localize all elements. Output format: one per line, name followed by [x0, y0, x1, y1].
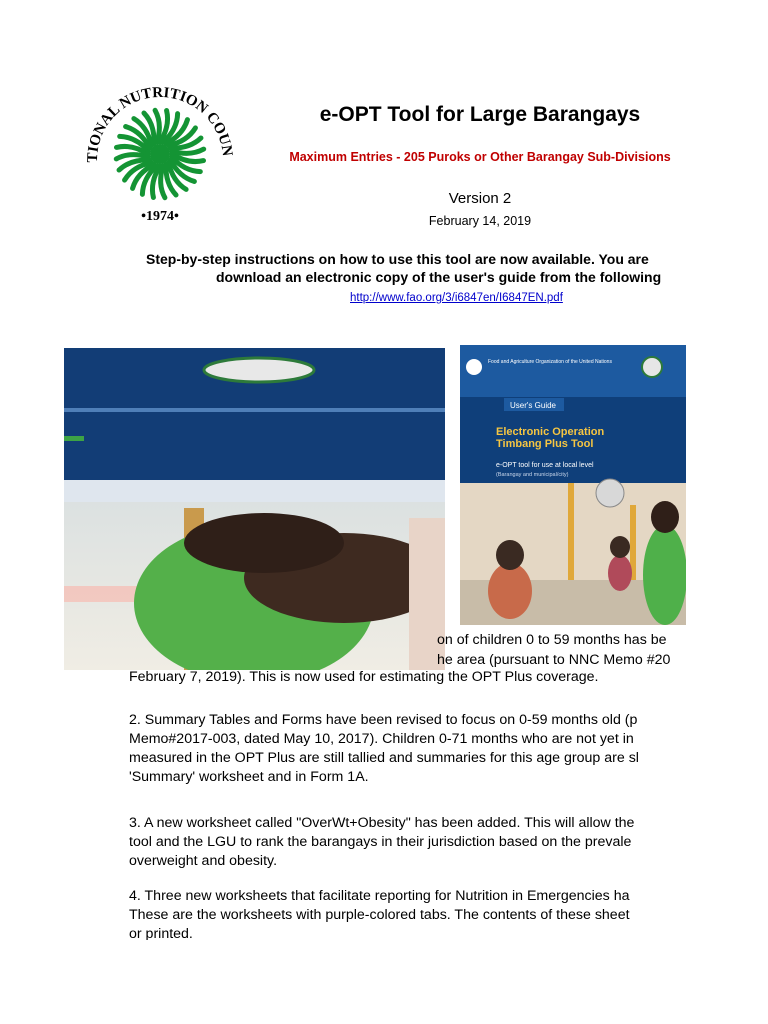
page-subtitle: Maximum Entries - 205 Puroks or Other Barangay Sub-Divisions — [289, 150, 671, 164]
logo-arc-text: TIONAL NUTRITION COUN — [84, 84, 236, 163]
user-guide-link[interactable]: http://www.fao.org/3/i6847en/I6847EN.pdf — [350, 292, 563, 304]
logo-year: •1974• — [141, 209, 179, 224]
instructions-line-2: download an electronic copy of the user's guide from the following — [216, 269, 662, 285]
version-label: Version 2 — [448, 190, 512, 207]
date-label: February 14, 2019 — [428, 214, 532, 228]
cover-title-1: Electronic Operation — [496, 426, 605, 438]
note-1-continued: February 7, 2019). This is now used for estimating the OPT Plus coverage. — [129, 669, 599, 685]
nnc-logo — [78, 82, 242, 230]
instructions-line-1: Step-by-step instructions on how to use this tool are now available. You are — [146, 251, 649, 267]
logo-ray — [155, 110, 159, 142]
logo-ray — [116, 155, 148, 159]
note-3: 3. A new worksheet called "OverWt+Obesity" has been added. This will allow the tool and the LGU to rank the barangays in their jurisdiction based on the prevale overweight and obesity. — [129, 815, 635, 869]
cover-title-2: Timbang Plus Tool — [496, 438, 594, 450]
cover-guide-label: User's Guide — [510, 401, 556, 410]
cover-org: Food and Agriculture Organization of the United Nations — [488, 359, 612, 365]
logo-ray — [161, 166, 165, 198]
cover-subtitle: e-OPT tool for use at local level — [496, 462, 594, 469]
note-1: on of children 0 to 59 months has be he area (pursuant to NNC Memo #20 — [437, 632, 671, 668]
cover-subtitle-2: (Barangay and municipal/city) — [496, 472, 569, 478]
logo-ray — [172, 149, 204, 153]
note-2: 2. Summary Tables and Forms have been revised to focus on 0-59 months old (p Memo#2017-003, dated May 10, 2017). Children 0-71 months who are not yet in measured in the OPT Plus are still tallied and summaries for this age group are sl 'Summary' worksheet and in Form 1A. — [129, 712, 639, 785]
photo-left — [64, 348, 445, 670]
note-4: 4. Three new worksheets that facilitate reporting for Nutrition in Emergencies ha These are the worksheets with purple-colored tabs. The contents of these sheet or printed. — [129, 888, 630, 940]
users-guide-cover — [460, 345, 686, 625]
page-title: e-OPT Tool for Large Barangays — [319, 103, 641, 126]
